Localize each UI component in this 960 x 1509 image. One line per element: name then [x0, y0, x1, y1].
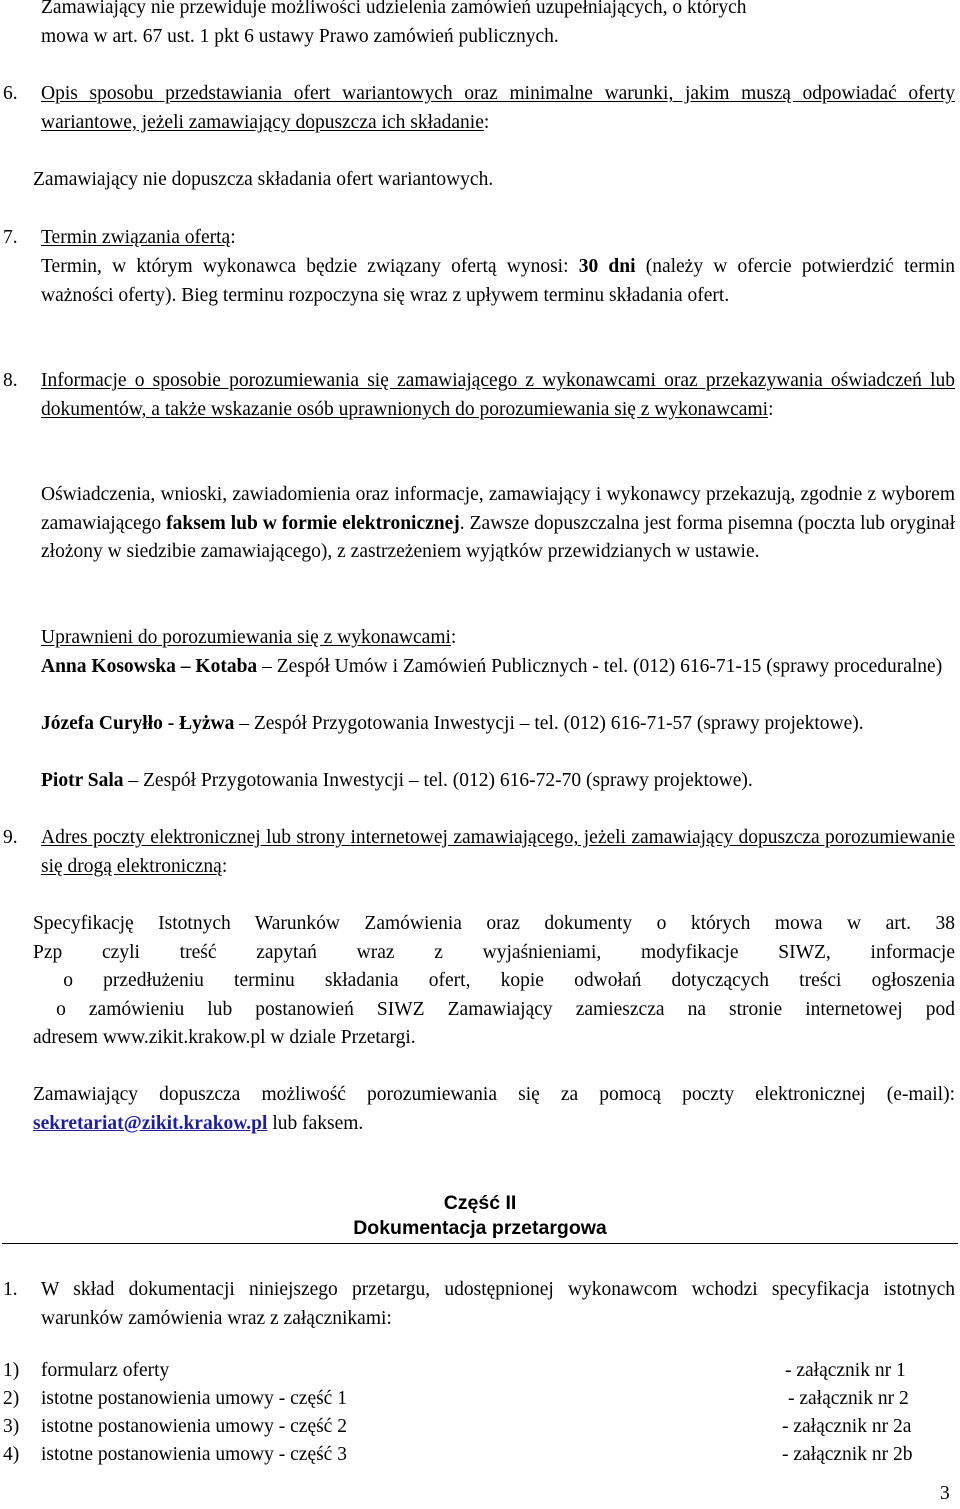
section-9-p2-b: lub faksem.	[267, 1112, 364, 1134]
section-9-paragraph-2	[33, 1081, 955, 1138]
intro-line-1: Zamawiający nie przewiduje możliwości udzielenia zamówień uzupełniających, o których	[41, 0, 747, 18]
section-6-body: Zamawiający nie dopuszcza składania ofert wariantowych.	[33, 169, 494, 190]
list-item-label: istotne postanowienia umowy - część 1	[41, 1388, 347, 1409]
section-8-heading-text: Informacje o sposobie porozumiewania się zamawiającego z wykonawcami oraz przekazywania oświadczeń lub dokumentów, a także wskazanie osób uprawnionych do porozumiewania się z wykonawcami	[41, 370, 955, 420]
section-9-p2-a: Zamawiający dopuszcza możliwość porozumiewania się za pomocą poczty elektronicznej (e-mail):	[33, 1084, 955, 1105]
section-9-p1-line-3: o przedłużeniu terminu składania ofert, kopie odwołań dotyczących treści ogłoszenia	[33, 970, 955, 991]
list-item	[0, 1385, 960, 1411]
section-9-p1-line-4: o zamówieniu lub postanowień SIWZ Zamawiający zamieszcza na stronie internetowej pod	[33, 998, 955, 1020]
person-3-dash: –	[123, 770, 144, 791]
section-9-p1-line-5: adresem www.zikit.krakow.pl w dziale Przetargi.	[33, 1027, 416, 1048]
section-8-number: 8.	[3, 370, 18, 391]
list-item-label: formularz oferty	[41, 1360, 170, 1381]
authorized-persons-heading-text: Uprawnieni do porozumiewania się z wykonawcami	[41, 627, 451, 648]
list-item-label: istotne postanowienia umowy - część 3	[41, 1444, 347, 1465]
section-divider	[2, 1243, 958, 1244]
documentation-number: 1.	[3, 1279, 18, 1300]
authorized-persons-heading	[41, 624, 955, 653]
section-9-p1-line-1: Specyfikację Istotnych Warunków Zamówienia oraz dokumenty o których mowa w art. 38	[33, 913, 955, 934]
section-9-number: 9.	[3, 827, 18, 848]
section-6-heading-text: Opis sposobu przedstawiania ofert wariantowych oraz minimalne warunki, jakim muszą odpowiadać oferty wariantowe, jeżeli zamawiający dopuszcza ich składanie	[41, 83, 955, 133]
person-3-name: Piotr Sala	[41, 770, 124, 791]
list-item-attachment: - załącznik nr 2a	[782, 1416, 912, 1437]
authorized-person-2	[41, 710, 955, 739]
section-7-heading-text: Termin związania ofertą	[41, 227, 231, 248]
list-item-attachment: - załącznik nr 2	[788, 1388, 909, 1409]
section-9-p1-line-2: Pzp czyli treść zapytań wraz z wyjaśnieniami, modyfikacje SIWZ, informacje	[33, 941, 955, 963]
page-number: 3	[940, 1483, 950, 1504]
list-item-attachment: - załącznik nr 1	[785, 1360, 906, 1381]
section-6-heading-colon: :	[483, 111, 490, 133]
section-7-number: 7.	[3, 227, 18, 248]
part-subtitle: Dokumentacja przetargowa	[353, 1217, 607, 1239]
person-1-dash: –	[257, 656, 277, 677]
section-6-heading	[41, 80, 955, 137]
section-8-heading-colon: :	[768, 398, 774, 420]
section-7-body-a: Termin, w którym wykonawca będzie związany ofertą wynosi:	[41, 256, 579, 277]
section-8-p1-bold: faksem lub w formie elektronicznej	[166, 512, 460, 534]
intro-paragraph	[41, 0, 955, 51]
section-8-heading	[41, 367, 955, 424]
section-7-body	[41, 253, 955, 310]
section-9-paragraph-1	[33, 910, 955, 1053]
list-item-attachment: - załącznik nr 2b	[782, 1444, 913, 1465]
section-8-p1-a: Oświadczenia, wnioski, zawiadomienia oraz informacje, zamawiający i wykonawcy przekazują, zgodnie z wyborem zamawiającego	[41, 484, 955, 534]
section-9-heading	[41, 824, 955, 881]
person-2-details: Zespół Przygotowania Inwestycji – tel. (012) 616-71-57 (sprawy projektowe).	[253, 713, 864, 734]
authorized-persons-heading-colon: :	[450, 627, 457, 648]
authorized-person-3	[41, 767, 957, 796]
part-title: Część II	[443, 1192, 517, 1214]
list-item-number: 2)	[3, 1388, 20, 1409]
section-9-heading-text: Adres poczty elektronicznej lub strony internetowej zamawiającego, jeżeli zamawiający dopuszcza porozumiewanie się drogą elektroniczną	[41, 827, 955, 877]
list-item-number: 1)	[3, 1360, 20, 1381]
section-7-body-b: (należy w ofercie potwierdzić termin ważności oferty). Bieg terminu rozpoczyna się wraz z upływem terminu składania ofert.	[41, 256, 955, 306]
person-1-details: Zespół Umów i Zamówień Publicznych - tel. (012) 616-71-15 (sprawy proceduralne)	[276, 656, 943, 677]
person-2-dash: –	[234, 713, 254, 734]
authorized-person-1	[41, 653, 955, 682]
section-7-heading	[41, 224, 955, 253]
offer-validity-days: 30 dni	[578, 256, 636, 277]
section-8-p1-b: . Zawsze dopuszczalna jest forma pisemna (poczta lub oryginał złożony w siedzibie zamawiającego), z zastrzeżeniem wyjątków przewidzianych w ustawie.	[41, 512, 955, 562]
section-7-heading-colon: :	[230, 227, 236, 248]
section-9-heading-colon: :	[221, 855, 228, 877]
person-2-name: Józefa Curyłło - Łyżwa	[41, 713, 235, 734]
list-item-number: 4)	[3, 1444, 20, 1465]
list-item-number: 3)	[3, 1416, 20, 1437]
email-link[interactable]: sekretariat@zikit.krakow.pl	[33, 1112, 268, 1134]
documentation-text: W skład dokumentacji niniejszego przetargu, udostępnionej wykonawcom wchodzi specyfikacja istotnych warunków zamówienia wraz z załącznikami:	[41, 1279, 955, 1329]
section-8-paragraph-1	[41, 481, 955, 567]
person-1-name: Anna Kosowska – Kotaba	[41, 656, 258, 677]
person-3-details: Zespół Przygotowania Inwestycji – tel. (012) 616-72-70 (sprawy projektowe).	[143, 770, 753, 791]
list-item	[0, 1413, 960, 1439]
intro-line-2: mowa w art. 67 ust. 1 pkt 6 ustawy Prawo zamówień publicznych.	[41, 25, 559, 47]
section-6-number: 6.	[3, 83, 18, 104]
list-item	[0, 1441, 960, 1467]
list-item-label: istotne postanowienia umowy - część 2	[41, 1416, 347, 1437]
list-item	[0, 1357, 960, 1383]
